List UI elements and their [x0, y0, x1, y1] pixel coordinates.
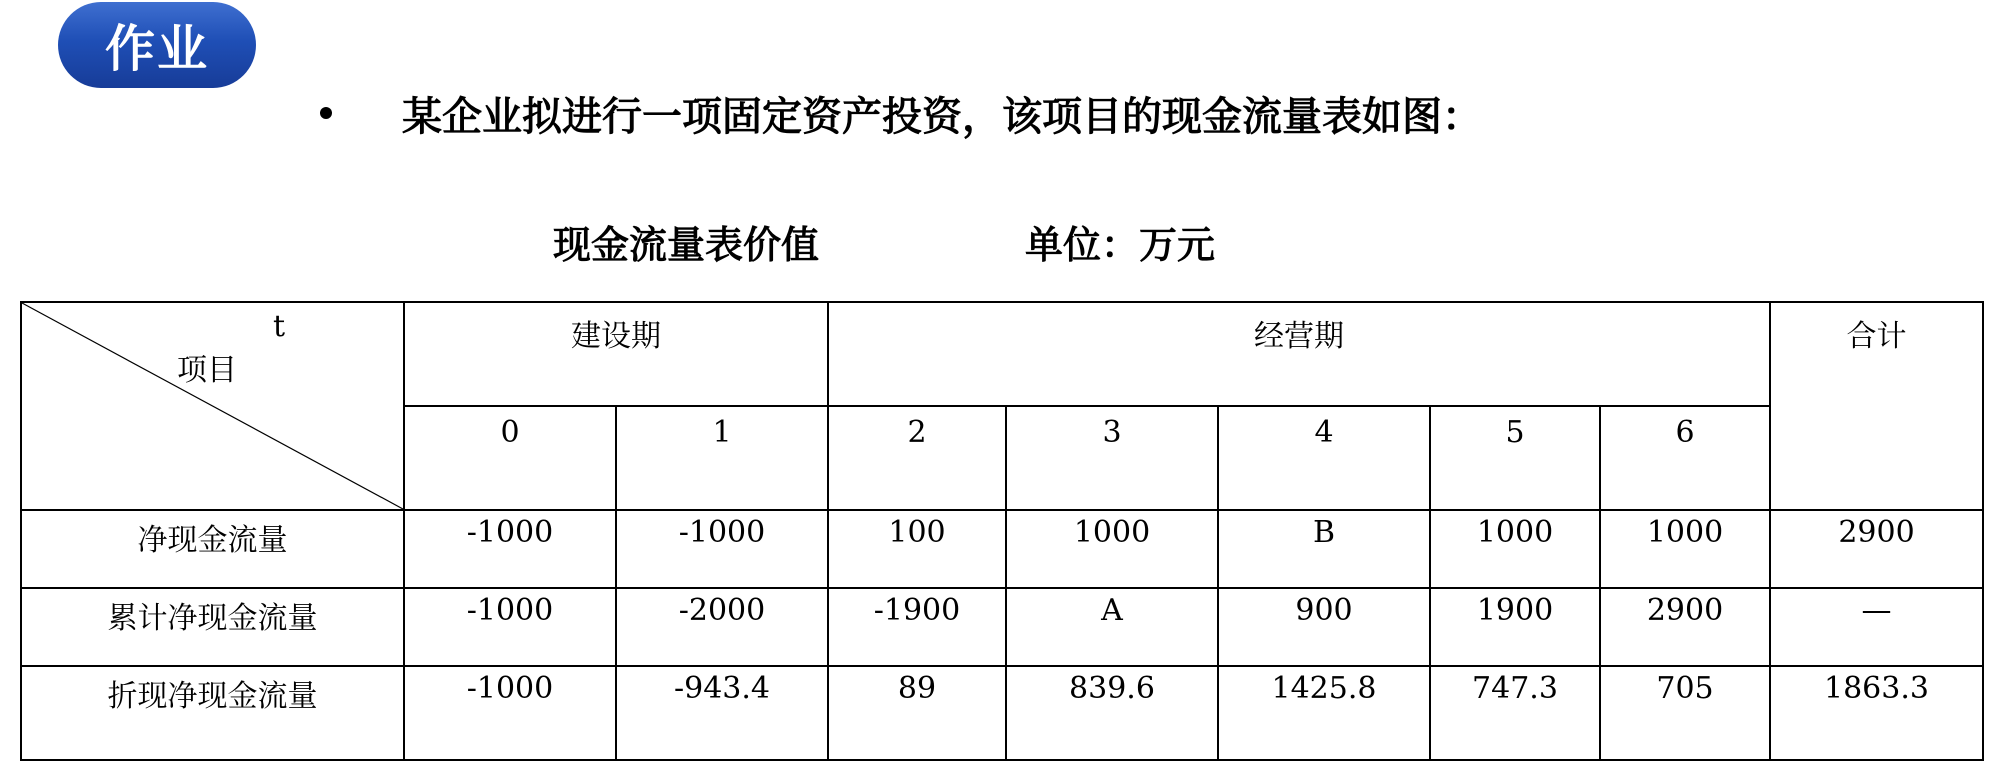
unit-label: 单位：万元: [1025, 223, 1216, 267]
table-caption: 现金流量表价值: [553, 223, 820, 267]
corner-item-label: 项目: [177, 353, 237, 388]
corner-t-label: t: [272, 309, 285, 344]
intro-line: [320, 83, 1482, 143]
row-label: 累计净现金流量: [21, 588, 404, 666]
table-cell: 1000: [1430, 510, 1600, 588]
period-header: 0: [404, 406, 616, 510]
period-header: 2: [828, 406, 1006, 510]
period-header: 3: [1006, 406, 1218, 510]
table-cell: -1000: [616, 510, 828, 588]
header-construction: 建设期: [404, 302, 828, 406]
table-cell: -1000: [404, 588, 616, 666]
total-cell: 2900: [1770, 510, 1983, 588]
table-cell: 100: [828, 510, 1006, 588]
total-cell: 1863.3: [1770, 666, 1983, 760]
table-cell: 839.6: [1006, 666, 1218, 760]
table-cell: 747.3: [1430, 666, 1600, 760]
period-header: 5: [1430, 406, 1600, 510]
row-label: 净现金流量: [21, 510, 404, 588]
badge-label: 作业: [105, 20, 209, 78]
table-cell: 900: [1218, 588, 1430, 666]
table-cell: -943.4: [616, 666, 828, 760]
table-cell: -2000: [616, 588, 828, 666]
bullet-icon: [320, 107, 332, 119]
table-cell: -1900: [828, 588, 1006, 666]
table-cell: -1000: [404, 510, 616, 588]
table-cell: B: [1218, 510, 1430, 588]
cash-flow-table: [20, 301, 1984, 761]
table-cell: 1425.8: [1218, 666, 1430, 760]
period-header: 1: [616, 406, 828, 510]
corner-cell: [21, 302, 404, 510]
table-row: [21, 588, 1983, 666]
header-operation: 经营期: [828, 302, 1770, 406]
table-cell: 705: [1600, 666, 1770, 760]
header-total: 合计: [1770, 302, 1983, 510]
row-label: 折现净现金流量: [21, 666, 404, 760]
total-cell: —: [1770, 588, 1983, 666]
table-cell: 1900: [1430, 588, 1600, 666]
table-cell: A: [1006, 588, 1218, 666]
table-cell: 1000: [1006, 510, 1218, 588]
title-badge: [58, 2, 256, 88]
table-cell: 2900: [1600, 588, 1770, 666]
table-cell: -1000: [404, 666, 616, 760]
intro-text: 某企业拟进行一项固定资产投资，该项目的现金流量表如图：: [402, 93, 1482, 140]
table-row: [21, 666, 1983, 760]
period-header: 6: [1600, 406, 1770, 510]
table-cell: 1000: [1600, 510, 1770, 588]
table-row: [21, 510, 1983, 588]
table-cell: 89: [828, 666, 1006, 760]
diagonal-line: [22, 303, 403, 509]
period-header: 4: [1218, 406, 1430, 510]
